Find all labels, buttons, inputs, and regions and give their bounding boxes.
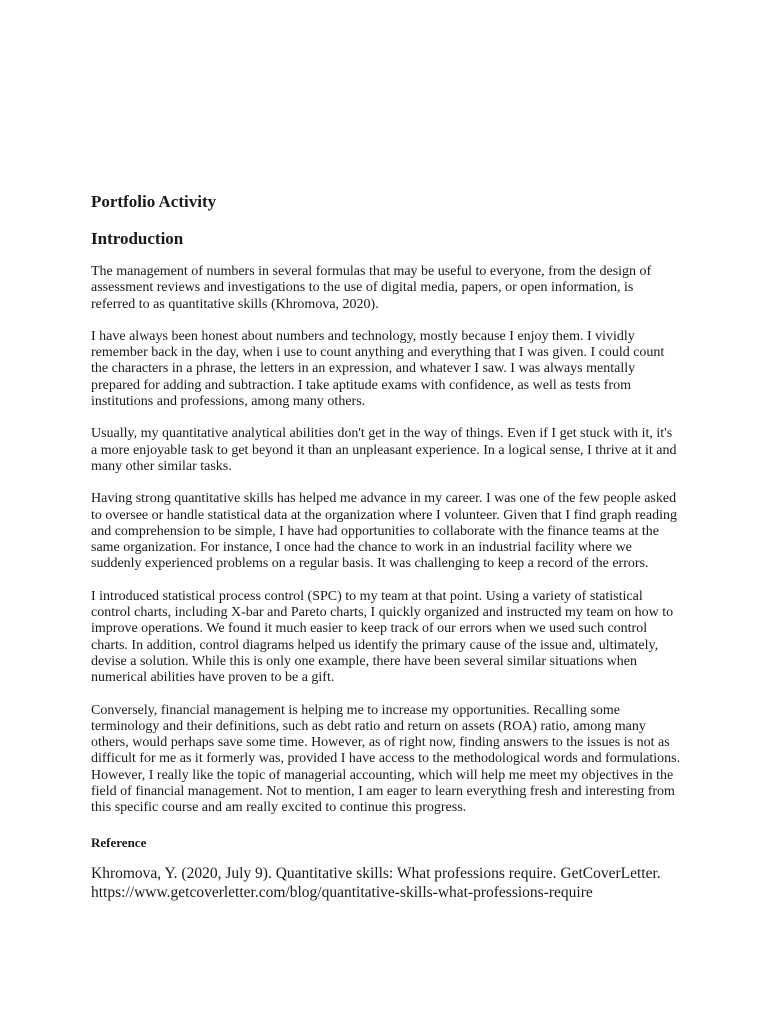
paragraph-4: Having strong quantitative skills has helped me advance in my career. I was one of the few people asked to oversee or handle statistical data at the organization where I volunteer. Given that I find graph reading and comprehension to be simple, I have had opportunities to collaborate with the finance teams at the same organization. For instance, I once had the chance to work in an industrial facility where we suddenly experienced problems on a regular basis. It was challenging to keep a record of the errors. [91, 491, 677, 572]
paragraph-5: I introduced statistical process control (SPC) to my team at that point. Using a variety of statistical control charts, including X-bar and Pareto charts, I quickly organized and instructed my team on how to improve operations. We found it much easier to keep track of our errors when we used such control charts. In addition, control diagrams helped us identify the primary cause of the issue and, ultimately, devise a solution. While this is only one example, there have been several similar situations when numerical abilities have proven to be a gift. [91, 588, 674, 686]
paragraph-6: Conversely, financial management is helping me to increase my opportunities. Recalling some terminology and their definitions, such as debt ratio and return on assets (ROA) ratio, among many others, would perhaps save some time. However, as of right now, finding answers to the issues is not as difficult for me as it formerly was, provided I have access to the methodological words and formulations. However, I really like the topic of managerial accounting, which will help me meet my objectives in the field of financial management. Not to mention, I am eager to learn everything fresh and interesting from this specific course and am really excited to continue this progress. [91, 702, 681, 816]
paragraph-2: I have always been honest about numbers and technology, mostly because I enjoy them. I vividly remember back in the day, when i use to count anything and everything that I was given. I could count the characters in a phrase, the letters in an expression, and whatever I saw. I was always mentally prepared for adding and subtraction. I take aptitude exams with confidence, as well as tests from institutions and professions, among many others. [91, 328, 665, 410]
paragraph-1: The management of numbers in several formulas that may be useful to everyone, from the design of assessment reviews and investigations to the use of digital media, papers, or open information, is referred to as quantitative skills (Khromova, 2020). [91, 264, 652, 312]
paragraph-3: Usually, my quantitative analytical abilities don't get in the way of things. Even if I get stuck with it, it's a more enjoyable task to get beyond it than an unpleasant experience. In a logical sense, I thrive at it and many other similar tasks. [91, 426, 677, 474]
introduction-heading: Introduction [91, 229, 184, 248]
reference-heading: Reference [91, 834, 147, 850]
document-title: Portfolio Activity [91, 192, 217, 211]
document-page [91, 190, 681, 902]
reference-entry: Khromova, Y. (2020, July 9). Quantitative skills: What professions require. GetCoverLetter. https://www.getcoverletter.com/blog/quantitative-skills-what-professions-require [91, 864, 661, 901]
